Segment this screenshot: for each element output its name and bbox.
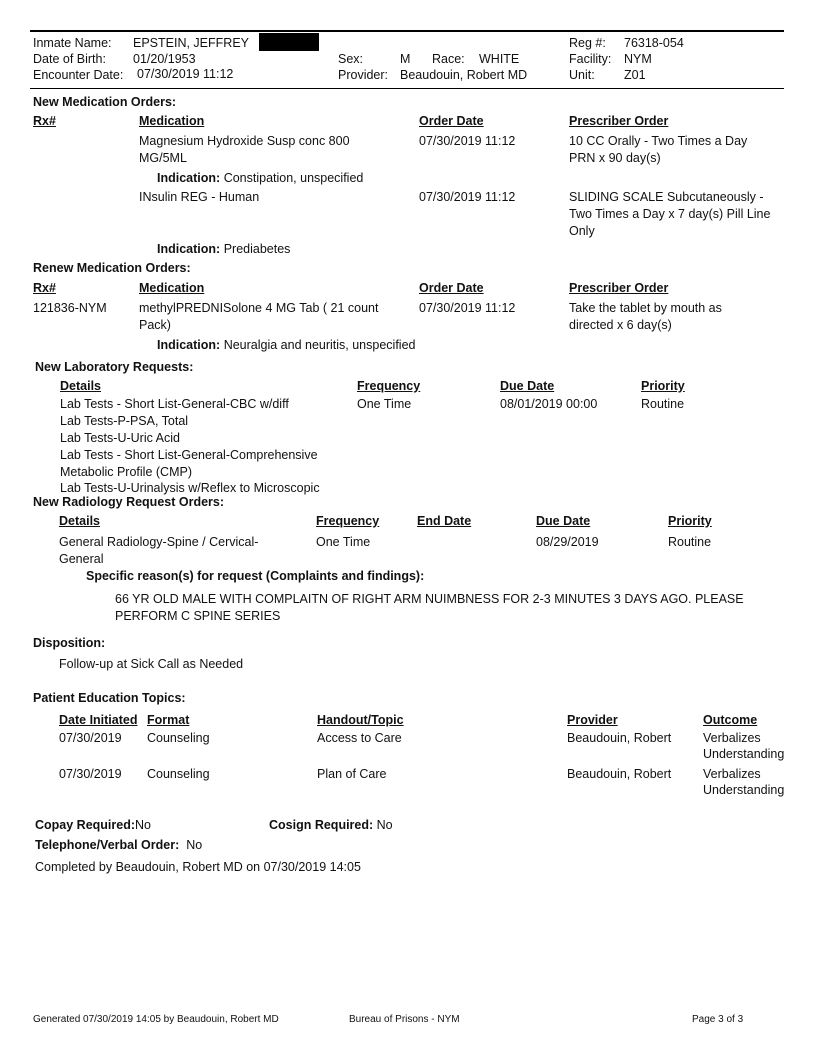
indication-label: Indication:	[157, 242, 221, 256]
lab-detail-2: Lab Tests-P-PSA, Total	[60, 414, 189, 428]
renew-med-1-indication	[157, 338, 415, 352]
renew-med-1-order: Take the tablet by mouth as directed x 6 day(s)	[569, 301, 722, 332]
redaction-block	[259, 33, 319, 51]
completed-by: Completed by Beaudouin, Robert MD on 07/30/2019 14:05	[35, 860, 361, 874]
provider-value: Beaudouin, Robert MD	[400, 68, 528, 82]
dob-label: Date of Birth:	[33, 52, 106, 66]
radiology-col-frequency: Frequency	[316, 514, 380, 528]
renew-meds-col-med: Medication	[139, 281, 205, 295]
lab-detail-3: Lab Tests-U-Uric Acid	[60, 431, 180, 445]
disposition-title: Disposition:	[33, 636, 106, 650]
radiology-col-priority: Priority	[668, 514, 712, 528]
cosign-value: No	[376, 818, 393, 832]
copay-label: Copay Required:	[35, 818, 136, 832]
lab-frequency: One Time	[357, 397, 412, 411]
lab-col-due: Due Date	[500, 379, 555, 393]
education-row-1-format: Counseling	[147, 731, 210, 745]
lab-col-priority: Priority	[641, 379, 685, 393]
new-med-1-date: 07/30/2019 11:12	[419, 134, 516, 148]
new-med-1-indication	[157, 171, 363, 185]
education-row-1-date: 07/30/2019	[59, 731, 122, 745]
verbal-value: No	[186, 838, 203, 852]
radiology-due: 08/29/2019	[536, 535, 599, 549]
copay-value: No	[135, 818, 151, 832]
header-bottom-rule	[30, 88, 784, 89]
lab-col-frequency: Frequency	[357, 379, 421, 393]
new-med-2-date: 07/30/2019 11:12	[419, 190, 516, 204]
lab-detail-1: Lab Tests - Short List-General-CBC w/diff	[60, 397, 289, 411]
reg-value: 76318-054	[624, 36, 684, 50]
new-meds-col-med: Medication	[139, 114, 205, 128]
lab-detail-4: Lab Tests - Short List-General-Comprehensive Metabolic Profile (CMP)	[60, 448, 318, 479]
lab-col-details: Details	[60, 379, 101, 393]
renew-med-1-rx: 121836-NYM	[33, 301, 107, 315]
sex-label: Sex:	[338, 52, 364, 66]
indication-value: Neuralgia and neuritis, unspecified	[223, 338, 416, 352]
footer-page-number: Page 3 of 3	[692, 1014, 744, 1025]
footer-bureau: Bureau of Prisons - NYM	[349, 1014, 460, 1025]
education-col-provider: Provider	[567, 713, 618, 727]
sex-value: M	[400, 52, 411, 66]
lab-priority: Routine	[641, 397, 685, 411]
education-row-2-date: 07/30/2019	[59, 767, 122, 781]
new-med-1-order: 10 CC Orally - Two Times a Day PRN x 90 day(s)	[569, 134, 748, 165]
renew-meds-title: Renew Medication Orders:	[33, 261, 191, 275]
renew-med-1-date: 07/30/2019 11:12	[419, 301, 516, 315]
lab-detail-5: Lab Tests-U-Urinalysis w/Reflex to Microscopic	[60, 481, 320, 495]
encounter-label: Encounter Date:	[33, 68, 124, 82]
dob-value: 01/20/1953	[133, 52, 196, 66]
new-meds-col-date: Order Date	[419, 114, 484, 128]
indication-value: Constipation, unspecified	[223, 171, 364, 185]
cosign-field	[269, 818, 393, 832]
unit-value: Z01	[624, 68, 646, 82]
radiology-reason: 66 YR OLD MALE WITH COMPLAITN OF RIGHT ARM NUIMBNESS FOR 2-3 MINUTES 3 DAYS AGO. PLEASE PERFORM C SPINE SERIES	[115, 592, 744, 623]
education-col-outcome: Outcome	[703, 713, 758, 727]
verbal-label: Telephone/Verbal Order:	[35, 838, 180, 852]
encounter-date: 07/30/2019 11:12	[137, 67, 234, 81]
disposition-text: Follow-up at Sick Call as Needed	[59, 657, 244, 671]
radiology-col-details: Details	[59, 514, 100, 528]
reg-label: Reg #:	[569, 36, 606, 50]
education-row-1-provider: Beaudouin, Robert	[567, 731, 672, 745]
inmate-name: EPSTEIN, JEFFREY	[133, 36, 249, 50]
education-col-topic: Handout/Topic	[317, 713, 404, 727]
education-row-1-outcome: Verbalizes Understanding	[703, 731, 785, 761]
education-row-1-topic: Access to Care	[317, 731, 402, 745]
indication-label: Indication:	[157, 338, 221, 352]
education-col-format: Format	[147, 713, 190, 727]
header-top-rule	[30, 30, 784, 32]
education-title: Patient Education Topics:	[33, 691, 186, 705]
renew-meds-col-rx: Rx#	[33, 281, 56, 295]
renew-meds-col-date: Order Date	[419, 281, 484, 295]
radiology-priority: Routine	[668, 535, 712, 549]
renew-meds-col-presc: Prescriber Order	[569, 281, 669, 295]
cosign-label: Cosign Required:	[269, 818, 374, 832]
facility-label: Facility:	[569, 52, 612, 66]
radiology-detail: General Radiology-Spine / Cervical-General	[59, 535, 259, 566]
race-value: WHITE	[479, 52, 520, 66]
new-meds-col-presc: Prescriber Order	[569, 114, 669, 128]
indication-value: Prediabetes	[223, 242, 291, 256]
new-meds-title: New Medication Orders:	[33, 95, 177, 109]
facility-value: NYM	[624, 52, 652, 66]
education-col-date: Date Initiated	[59, 713, 138, 727]
education-row-2-topic: Plan of Care	[317, 767, 387, 781]
radiology-reason-title: Specific reason(s) for request (Complaints and findings):	[86, 569, 425, 583]
radiology-frequency: One Time	[316, 535, 371, 549]
education-row-2-outcome: Verbalizes Understanding	[703, 767, 785, 797]
provider-label: Provider:	[338, 68, 389, 82]
education-row-2-format: Counseling	[147, 767, 210, 781]
lab-due: 08/01/2019 00:00	[500, 397, 598, 411]
new-meds-col-rx: Rx#	[33, 114, 56, 128]
new-med-2-indication	[157, 242, 290, 256]
unit-label: Unit:	[569, 68, 595, 82]
new-med-2-medication: INsulin REG - Human	[139, 190, 260, 204]
lab-title: New Laboratory Requests:	[35, 360, 194, 374]
footer-generated: Generated 07/30/2019 14:05 by Beaudouin, Robert MD	[33, 1014, 279, 1025]
race-label: Race:	[432, 52, 465, 66]
new-med-1-medication: Magnesium Hydroxide Susp conc 800 MG/5ML	[139, 134, 350, 165]
new-med-2-order: SLIDING SCALE Subcutaneously - Two Times a Day x 7 day(s) Pill Line Only	[569, 190, 771, 238]
education-row-2-provider: Beaudouin, Robert	[567, 767, 672, 781]
radiology-col-end: End Date	[417, 514, 472, 528]
radiology-title: New Radiology Request Orders:	[33, 495, 225, 509]
indication-label: Indication:	[157, 171, 221, 185]
inmate-name-label: Inmate Name:	[33, 36, 112, 50]
verbal-field	[35, 838, 202, 852]
renew-med-1-medication: methylPREDNISolone 4 MG Tab ( 21 count Pack)	[139, 301, 379, 332]
copay-field	[35, 818, 151, 832]
radiology-col-due: Due Date	[536, 514, 591, 528]
